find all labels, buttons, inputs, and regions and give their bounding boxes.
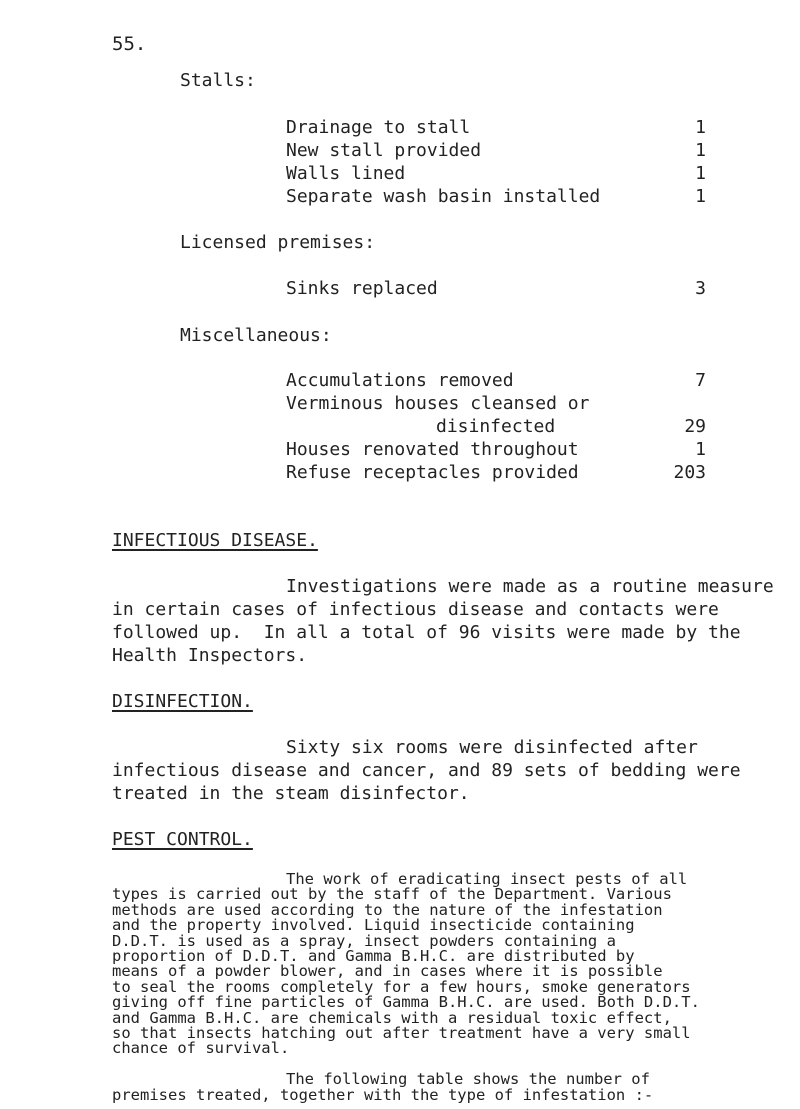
- paragraph-line: treated in the steam disinfector.: [112, 783, 470, 804]
- paragraph-line: to seal the rooms completely for a few hours, smoke generators: [112, 977, 691, 996]
- paragraph-line: D.D.T. is used as a spray, insect powders containing a: [112, 931, 616, 950]
- pest-heading: PEST CONTROL.: [112, 829, 253, 850]
- misc-heading: Miscellaneous:: [180, 325, 332, 346]
- list-item: Drainage to stall 1: [286, 117, 706, 138]
- paragraph-line: The work of eradicating insect pests of all: [286, 870, 688, 888]
- paragraph-line: giving off fine particles of Gamma B.H.C. are used. Both D.D.T.: [112, 993, 700, 1012]
- page-number: 55.: [112, 33, 147, 55]
- paragraph-line: means of a powder blower, and in cases where it is possible: [112, 962, 663, 981]
- list-item: Refuse receptacles provided 203: [286, 462, 706, 483]
- paragraph-line: followed up. In all a total of 96 visits were made by the: [112, 622, 741, 643]
- list-item: disinfected 29: [436, 416, 706, 437]
- paragraph-line: premises treated, together with the type of infestation :-: [112, 1085, 654, 1104]
- list-item: Houses renovated throughout 1: [286, 439, 706, 460]
- paragraph-line: The following table shows the number of: [286, 1070, 650, 1089]
- paragraph-line: Sixty six rooms were disinfected after: [286, 737, 698, 758]
- list-item: Accumulations removed 7: [286, 370, 706, 391]
- list-item: Sinks replaced 3: [286, 278, 706, 299]
- paragraph-line: Health Inspectors.: [112, 645, 308, 666]
- paragraph-line: proportion of D.D.T. and Gamma B.H.C. are distributed by: [112, 947, 635, 965]
- list-item: Verminous houses cleansed or: [286, 393, 590, 414]
- list-item: Walls lined 1: [286, 163, 706, 184]
- list-item: New stall provided 1: [286, 140, 706, 161]
- infectious-heading: INFECTIOUS DISEASE.: [112, 530, 318, 551]
- paragraph-line: and Gamma B.H.C. are chemicals with a residual toxic effect,: [112, 1008, 672, 1027]
- paragraph-line: types is carried out by the staff of the Department. Various: [112, 885, 672, 904]
- stalls-heading: Stalls:: [180, 70, 256, 91]
- paragraph-line: chance of survival.: [112, 1039, 290, 1058]
- paragraph-line: so that insects hatching out after treatment have a very small: [112, 1024, 691, 1042]
- licensed-heading: Licensed premises:: [180, 232, 376, 253]
- disinfection-heading: DISINFECTION.: [112, 691, 253, 712]
- paragraph-line: infectious disease and cancer, and 89 sets of bedding were: [112, 760, 741, 781]
- list-item: Separate wash basin installed 1: [286, 186, 706, 207]
- paragraph-line: in certain cases of infectious disease and contacts were: [112, 599, 719, 620]
- paragraph-line: and the property involved. Liquid insecticide containing: [112, 916, 635, 935]
- paragraph-line: methods are used according to the nature of the infestation: [112, 900, 663, 919]
- paragraph-line: Investigations were made as a routine measure: [286, 576, 774, 597]
